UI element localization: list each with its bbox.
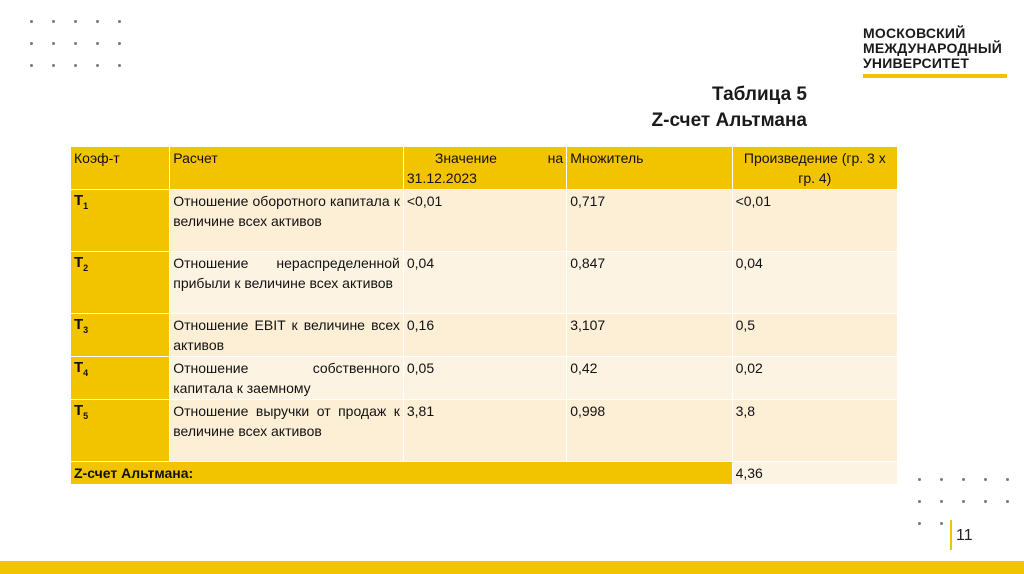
calc-cell: Отношение EBIT к величине всех активов (170, 314, 404, 357)
coef-letter: T (74, 316, 84, 333)
product-cell: 0,5 (732, 314, 897, 357)
coef-cell (71, 400, 170, 462)
table-row (71, 252, 898, 314)
header-coef (71, 147, 170, 190)
coef-letter: T (74, 192, 84, 209)
multiplier-cell: 0,42 (567, 357, 732, 400)
header-value (403, 147, 566, 190)
logo-line-3: УНИВЕРСИТЕТ (863, 55, 970, 71)
coef-letter: T (74, 254, 84, 271)
header-value-b: на (547, 150, 564, 166)
table-number: Таблица 5 (711, 84, 807, 105)
multiplier-cell: 0,847 (567, 252, 732, 314)
table-row (71, 400, 898, 462)
logo-line-1: МОСКОВСКИЙ (863, 25, 966, 41)
coef-index: 3 (83, 325, 89, 335)
coef-cell (71, 190, 170, 252)
footer-accent-bar (0, 561, 1024, 574)
calc-cell: Отношение нераспределенной прибыли к величине всех активов (170, 252, 404, 314)
calc-cell: Отношение оборотного капитала к величине всех активов (170, 190, 404, 252)
total-value: 4,36 (732, 462, 897, 485)
multiplier-cell: 3,107 (567, 314, 732, 357)
coef-letter: T (74, 359, 84, 376)
header-multiplier (567, 147, 732, 190)
header-coef-text: Коэф-т (74, 150, 120, 166)
header-calc (170, 147, 404, 190)
header-calc-text: Расчет (173, 150, 218, 166)
total-label: Z-счет Альтмана: (71, 462, 733, 485)
altman-table (70, 146, 898, 485)
table-row (71, 314, 898, 357)
university-logo (863, 26, 1023, 78)
page-number: 11 (956, 527, 973, 544)
table-row (71, 190, 898, 252)
logo-line-2: МЕЖДУНАРОДНЫЙ (863, 40, 1003, 56)
header-product (732, 147, 897, 190)
table-title: Z-счет Альтмана (651, 110, 807, 131)
calc-cell: Отношение собственного капитала к заемному (170, 357, 404, 400)
product-cell: 0,02 (732, 357, 897, 400)
coef-letter: T (74, 402, 84, 419)
table-header-row (71, 147, 898, 190)
header-product-text: Произведение (гр. 3 х гр. 4) (743, 150, 886, 186)
total-row (71, 462, 898, 485)
multiplier-cell: 0,717 (567, 190, 732, 252)
coef-cell (71, 357, 170, 400)
product-cell: 3,8 (732, 400, 897, 462)
coef-index: 4 (83, 368, 89, 378)
product-cell: 0,04 (732, 252, 897, 314)
decor-dots-top-left (30, 20, 140, 86)
product-cell: <0,01 (732, 190, 897, 252)
logo-accent-bar (863, 74, 1007, 78)
coef-index: 1 (83, 201, 89, 211)
value-cell: 0,04 (403, 252, 566, 314)
value-cell: <0,01 (403, 190, 566, 252)
coef-index: 2 (83, 263, 89, 273)
coef-index: 5 (83, 411, 89, 421)
value-cell: 0,16 (403, 314, 566, 357)
coef-cell (71, 252, 170, 314)
table-row (71, 357, 898, 400)
header-value-date: 31.12.2023 (406, 170, 477, 186)
header-multiplier-text: Множитель (570, 150, 644, 166)
header-value-a: Значение (434, 150, 497, 166)
value-cell: 3,81 (403, 400, 566, 462)
calc-cell: Отношение выручки от продаж к величине всех активов (170, 400, 404, 462)
page-number-accent (950, 520, 952, 550)
multiplier-cell: 0,998 (567, 400, 732, 462)
value-cell: 0,05 (403, 357, 566, 400)
coef-cell (71, 314, 170, 357)
